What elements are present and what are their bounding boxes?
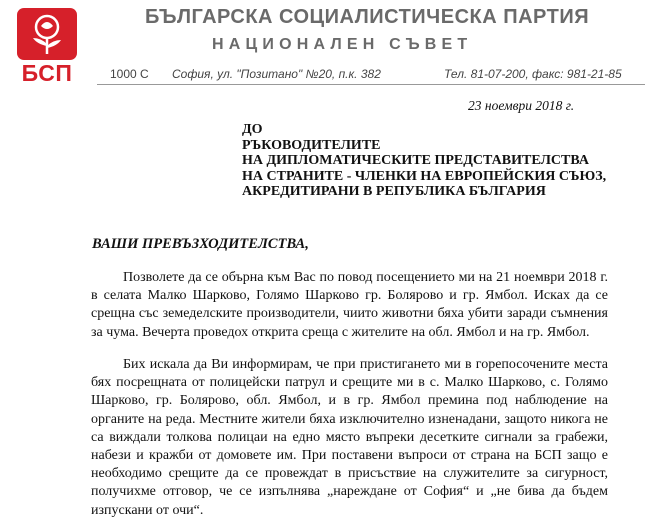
recipient-line: РЪКОВОДИТЕЛИТЕ	[242, 137, 381, 153]
logo-text: БСП	[21, 60, 73, 86]
salutation: ВАШИ ПРЕВЪЗХОДИТЕЛСТВА,	[92, 236, 309, 252]
street-address: София, ул. "Позитано" №20, п.к. 382	[172, 67, 381, 81]
postal-code: 1000 С	[110, 67, 149, 81]
body-paragraph: Бих искала да Ви информирам, че при пристигането ми в горепосочените места бях посрещната от полицейски патрул и срещите ми в с. Малко Шарково, с. Голямо Шарково, гр. Болярово, обл. Ямбол, и в гр. Ямбол премина под наблюдение на органите на реда. Местните жители бяха изключително изненадани, защото никога не са виждали толкова полицаи на едно място въпреки десетките сигнали за грабежи, набези и кражби от домовете им. При поставени въпроси от страна на БСП защо е необходимо срещите да се провеждат в присъствие на служителите за сигурност, получихме отговор, че се изпълнява „нареждане от София“ и „не бива да бъдем изпускани от очи“.	[91, 357, 608, 518]
letter-date: 23 ноември 2018 г.	[468, 98, 575, 113]
body-paragraph: Позволете да се обърна към Вас по повод посещението ми на 21 ноември 2018 г. в селата Малко Шарково, Голямо Шарково гр. Болярово и гр. Ямбол. Исках да се срещна със земеделските производители, чиито животни бяха убити заради съмнения за чума. Вечерта проведох открита среща с жителите на обл. Ямбол и на гр. Ямбол.	[91, 270, 608, 340]
recipient-block	[242, 122, 606, 200]
recipient-line: АКРЕДИТИРАНИ В РЕПУБЛИКА БЪЛГАРИЯ	[242, 184, 546, 199]
recipient-line: ДО	[242, 122, 263, 137]
council-name: НАЦИОНАЛЕН СЪВЕТ	[212, 36, 473, 53]
rose-emblem-icon	[10, 8, 84, 62]
recipient-line: НА СТРАНИТЕ - ЧЛЕНКИ НА ЕВРОПЕЙСКИЯ СЪЮЗ,	[242, 168, 607, 184]
recipient-line: НА ДИПЛОМАТИЧЕСКИТЕ ПРЕДСТАВИТЕЛСТВА	[242, 153, 589, 168]
contact-phones: Тел. 81-07-200, факс: 981-21-85	[444, 67, 622, 81]
bsp-logo	[10, 8, 84, 88]
party-name: БЪЛГАРСКА СОЦИАЛИСТИЧЕСКА ПАРТИЯ	[145, 6, 590, 28]
header-divider	[97, 84, 645, 85]
